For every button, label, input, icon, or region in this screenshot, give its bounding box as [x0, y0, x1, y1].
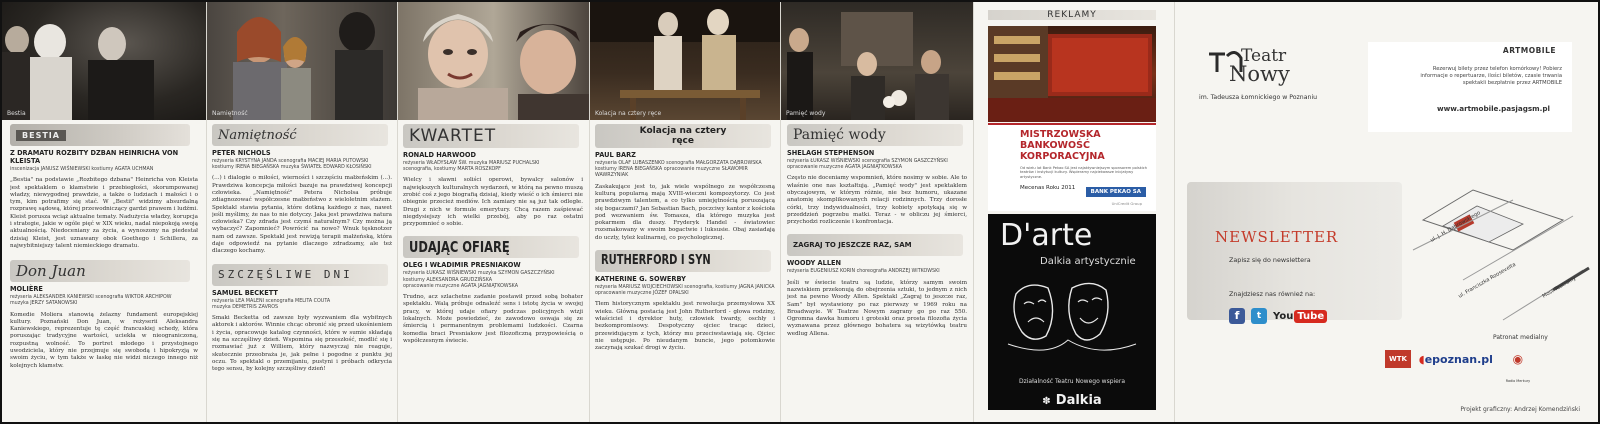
- show-bestia: [10, 124, 198, 250]
- photo-kolacja: [590, 2, 780, 120]
- show-rutherford: [595, 250, 775, 352]
- show-description: Smaki Becketta od zawsze były wyzwaniem dla wybitnych aktorek i aktorów. Winnie chcąc obronić się przed ukośnieniem i życia, opracowuje katalog czynności, które w sumie składają się na szczęśliwy dzień. Wspomina się przeszłość, modlić się i rozmawiać już z Williem, który nazwyczaj nie reaguje, skutecznie przeobraża je, jak pełne i pogodne z punktu jej oczu. To spektakl o przemijaniu, pustyni i próbach odkrycia tego sensu, by kolejny szczęśliwy dzień!: [212, 315, 392, 373]
- show-credits: reżyseria EUGENIUSZ KORIN choreografia ANDRZEJ WITKOWSKI: [787, 269, 940, 275]
- street-label-most: Most Teatralny: [1541, 275, 1578, 300]
- photo-caption: Bestia: [7, 110, 26, 117]
- show-title: RUTHERFORD I SYN: [601, 253, 711, 269]
- photo-caption: Namiętność: [212, 110, 248, 117]
- program-sheet: [2, 2, 1598, 422]
- actors-illustration: [2, 2, 206, 120]
- photo-bestia: [2, 2, 206, 120]
- show-title: SZCZĘŚLIWE DNI: [218, 268, 353, 282]
- mecenas-award: Mecenas Roku 2011: [1020, 185, 1076, 191]
- ads-heading: REKLAMY: [988, 10, 1156, 20]
- show-description: Tłem historycznym spektaklu jest rewolucja przemysłowa XX wieku. Główną postacią jest John Rutherford - głowa rodziny, właściciel i dyrektor huty, człowiek twardy, oschły i bezkompromisowy. Despotyczny ojciec tracąc dzieci, przewidującym z tych, którzy mu przeciwstawiają się. Ojciec nie ustępuje. Po nieudanym buncie, jego potomkowie zaczynają szukać drogi w życiu.: [595, 301, 775, 352]
- street-label-dabrowskiego: ul. J. H. Dąbrowskiego: [1429, 210, 1482, 244]
- bank-ad: [988, 123, 1156, 211]
- photo-caption: Kolacja na cztery ręce: [595, 110, 662, 117]
- show-kwartet: [403, 124, 583, 228]
- show-author: Z DRAMATU ROZBITY DZBAN HEINRICHA VON KLEISTA: [10, 149, 179, 165]
- show-description: Zaskakujące jest to, jak wiele wspólnego ze współczesną kulturą popularną mają XVIII-wieczni kompozytorzy. Co jest prawdziwym talentem, a co tylko umiejętnością poruszającą się bogaczami? Jan Sebastian Bach, poczciwy kantor z kościoła pod wezwaniem św. Tomasza, dla którego muzyka jest pokarmem dla duszy. Fryderyk Handel - światowiec rozsmakowany w swoim bogactwie i luksusie. Obaj zasiadają do uczty, tyleż kulinarnej, co psychologicznej.: [595, 183, 775, 241]
- column-kolacja-rutherford: [595, 124, 775, 418]
- show-author: PETER NICHOLS: [212, 149, 271, 157]
- show-title-banner: [403, 236, 579, 258]
- show-don-juan: [10, 260, 198, 370]
- show-kolacja: [595, 124, 775, 242]
- bank-ad-heading: MISTRZOWSKA BANKOWOŚĆ KORPORACYJNA: [1020, 129, 1105, 162]
- column-pamiec-zagraj: [787, 124, 967, 418]
- show-title-banner: [787, 124, 963, 146]
- show-title: UDAJĄC OFIARĘ: [409, 238, 510, 257]
- show-author: RONALD HARWOOD: [403, 151, 476, 159]
- bank-ad-text: Od wielu lat Bank Pekao SA jest najaktywniejszym sponsorem polskich teatrów i instytucji kultury. Wspieramy najciekawsze inicjatywy artystyczne.: [1020, 166, 1148, 179]
- show-title-banner: [595, 124, 771, 148]
- street-label-roosevelta: ul. Franciszka Roosevelta: [1457, 261, 1517, 300]
- dalkia-support-text: Działalność Teatru Nowego wspiera: [1019, 378, 1125, 385]
- youtube-icon-tube: Tube: [1294, 310, 1327, 323]
- theatre-patron: im. Tadeusza Łomnickiego w Poznaniu: [1199, 94, 1318, 101]
- column-bestia-donjuan: [10, 124, 198, 418]
- radio-merkury-text: Radio Merkury: [1505, 379, 1531, 383]
- media-logos: [1385, 348, 1535, 383]
- show-author: MOLIÈRE: [10, 285, 43, 294]
- darte-title: D'arte: [1000, 218, 1093, 253]
- epoznan-logo-text: epoznan.pl: [1424, 352, 1493, 366]
- dalkia-ad: [988, 214, 1156, 410]
- dalkia-logo: [988, 389, 1156, 408]
- radio-merkury-icon: ◉: [1512, 352, 1524, 366]
- show-credits: reżyseria WŁADYSŁAW ŚW. muzyka MARIUSZ PUCHALSKI scenografia, kostiumy MARTA ROSZKOPF: [403, 161, 540, 173]
- newsletter-title[interactable]: NEWSLETTER: [1215, 228, 1339, 246]
- photo-caption: Pamięć wody: [786, 110, 826, 117]
- show-author: SHELAGH STEPHENSON: [787, 149, 875, 157]
- show-credits: reżyseria KRYSTYNA JANDA scenografia MACIEJ MARIA PUTOWSKI kostiumy IRENA BIEGAŃSKA muzyka ŚWIATEŁ EDWARD KŁOSIŃSKI: [212, 159, 372, 171]
- masks-icon: [988, 274, 1156, 364]
- bank-name-badge: BANK PEKAO SA: [1086, 187, 1146, 197]
- show-title: KWARTET: [409, 126, 497, 146]
- twitter-icon[interactable]: t: [1251, 308, 1267, 324]
- darte-subtitle: Dalkia artystycznie: [1040, 256, 1136, 267]
- actors-illustration: [590, 2, 780, 120]
- artmobile-title: ARTMOBILE: [1502, 46, 1556, 55]
- show-title: Namiętność: [218, 127, 297, 143]
- artmobile-link[interactable]: www.artmobile.pasjagsm.pl: [1437, 104, 1550, 113]
- back-cover: [1175, 2, 1598, 422]
- show-credits: reżyseria OLAF LUBASZENKO scenografia MAŁGORZATA DĄBROWSKA kostiumy IRENA BIEGAŃSKA opracowanie muzyczne SŁAWOMIR WAWRZYNIAK: [595, 161, 762, 179]
- show-credits: reżyseria MARIUSZ WOJCIECHOWSKI scenografia, kostiumy JAGNA JANICKA opracowanie muzyczne JÓZEF OPALSKI: [595, 284, 775, 297]
- graphic-design-credit: Projekt graficzny: Andrzej Komendziński: [1460, 406, 1580, 413]
- show-credits: reżyseria ALEKSANDER KANIEWSKI scenografia WIKTOR ARCHIPOW muzyka JERZY SATANOWSKI: [10, 295, 172, 307]
- show-credits: reżyseria ŁUKASZ WIŚNIEWSKI scenografia SZYMON GASZCZYŃSKI opracowanie muzyczne AGATA JAGNIĄTKOWSKA: [787, 159, 948, 171]
- social-heading: Znajdziesz nas również na:: [1229, 290, 1316, 298]
- show-credits: reżyseria LEA MALENI scenografia MELITA COUTA muzyka DEMETRIS ZAVROS: [212, 298, 331, 310]
- ads-column: [974, 2, 1173, 422]
- show-credits: inscenizacja JANUSZ WIŚNIEWSKI kostiumy AGATA UCHMAN: [10, 167, 154, 172]
- show-author: SAMUEL BECKETT: [212, 288, 278, 297]
- theatre-name-line1: Teatr: [1241, 46, 1287, 66]
- epoznan-logo: [1419, 353, 1493, 366]
- newsletter-brush-panel: [1187, 182, 1402, 320]
- column-kwartet-udajac: [403, 124, 583, 418]
- show-description: Często nie doceniamy wspomnień, które nosimy w sobie. Ale to właśnie one nas kształtują. „Pamięć wody" jest spektaklem obyczajowym, w którym różnie, nie bez humoru, ukazane anatomię skomplikowanych relacji rodzinnych. Trzy dorosłe córki, trzy indywidualności, trzy kobiety spotykają się w przeddzień pogrzebu matki. Teraz - w obliczu jej śmierci, przychodzi rozliczenie i konfrontacja.: [787, 175, 967, 226]
- actors-illustration: [398, 2, 589, 120]
- show-title-banner: [212, 124, 388, 146]
- show-title: Don Juan: [16, 262, 86, 281]
- fold-line: [780, 2, 781, 422]
- show-title-banner: [403, 124, 579, 148]
- dalkia-logo-text: Dalkia: [1055, 393, 1102, 408]
- social-icons: [1229, 308, 1327, 324]
- fold-line: [397, 2, 398, 422]
- show-title: Pamięć wody: [793, 127, 886, 143]
- show-pamiec-wody: [787, 124, 967, 226]
- show-title-banner: [10, 260, 190, 282]
- radio-merkury-logo: [1501, 348, 1535, 383]
- show-title: BESTIA: [16, 130, 66, 141]
- youtube-icon[interactable]: You Tube: [1273, 311, 1327, 322]
- show-title-banner: [595, 250, 771, 272]
- show-description: Wielcy i sławni soliści operowi, bywalcy salonów i największych kulturalnych wydarzeń, w którą na pewno muszą zrobić coś z jego biografią dzisiaj, kiedy wieść o ich śmierci nie obiegnie przecież mediów. Ich zamiary nie są już tak odległe. Drugi z nich w formule emerytury. Chcą razem zaśpiewać niegdysiejszy ich wielki przebój, aby po raz ostatni przypomnieć o sobie.: [403, 177, 583, 228]
- dalkia-logo-icon: ✽: [1042, 396, 1051, 407]
- newsletter-signup-link[interactable]: Zapisz się do newslettera: [1229, 256, 1311, 264]
- column-namietnosc-szczesliwe: [212, 124, 392, 418]
- show-namietnosc: [212, 124, 392, 256]
- show-description: Komedie Moliera stanowią żelazny fundament europejskiej kultury. Poznański Don Juan, w reżyserii Aleksandra Kaniewskiego, reprezentuje tę część francuskiej schedy, która poruszając tradycyjne wartości, uciekła w nieograniczoną, rozpustną wolność. To portret młodego i przystojnego uwodziciela, który nie przejmuje się swobodą i hipokryzją w swoim życiu, w tym także w łaskę nie widzi niczego innego niż kolejnych kłamstw.: [10, 311, 198, 369]
- show-zagraj: [787, 234, 967, 338]
- show-udajac-ofiare: [403, 236, 583, 345]
- show-author: PAUL BARZ: [595, 151, 636, 159]
- fold-line: [589, 2, 590, 422]
- show-credits: reżyseria ŁUKASZ WIŚNIEWSKI muzyka SZYMON GASZCZYŃSKI kostiumy ALEKSANDRA GRUDZIŃSKA opracowanie muzyczne AGATA JAGNIĄTKOWSKA: [403, 271, 555, 289]
- show-title-banner: [787, 234, 963, 256]
- location-map: [1403, 180, 1593, 330]
- show-description: „Bestia" na podstawie „Rozbitego dzbana" Heinricha von Kleista jest spektaklem o kłamstwie i przebiegłości, skorumpowanej władzy, niewygodnej prawdzie, a także o ludziach i małości i o tym, kim potrafimy się stać. W „Bestii" widzimy absurdalną rozprawę sądową, której przewodniczący gardzi prawem i ludźmi. Kleist poruszа wciąż aktualne tematy. Nadużycia władzy, korupcja i strategie, jakie w ogóle pięć w XIX wieku, nadal niepokoją swoją aktualnością. Niedoceniany za życia, a wynoszony na piedestał dzisiaj Kleist, jest uznawany obok Goethego i Schillera, za najwybitniejszy talent niemieckiego dramatu.: [10, 177, 198, 249]
- show-description: Jeśli w świecie teatru są ludzie, którzy samym swoim nazwiskiem przekonują do obejrzenia sztuki, to jednym z nich jest na pewno Woody Allen. Spektakl „Zagraj to jeszcze raz, Sam" był wystawiony po raz pierwszy w 1969 roku na Broadwayie. W Teatrze Nowym zagrany go po raz 550. Ogromna dawka humoru i groteski oraz prosta filozofia życia wyznawana przez głównego bohatera są wizytówką teatru wedlug Allena.: [787, 279, 967, 337]
- artmobile-text: Rezerwuj bilety przez telefon komórkowy! Pobierz informacje o repertuarze, ilości biletów, czasie trwania spektakli bezpłatnie przez ARTMOBILE: [1420, 66, 1562, 87]
- media-patron-heading: Patronat medialny: [1493, 334, 1548, 341]
- epoznan-logo-icon: ◖: [1418, 352, 1425, 366]
- theatre-hall-photo: [988, 26, 1156, 122]
- street-map: [1403, 180, 1593, 330]
- wtk-logo: WTK: [1385, 350, 1411, 368]
- show-title: ZAGRAJ TO JESZCZE RAZ, SAM: [793, 241, 912, 250]
- actors-illustration: [207, 2, 397, 120]
- show-author: OLEG I WŁADIMIR PRESNIAKOW: [403, 261, 521, 270]
- photo-kwartet: [398, 2, 589, 120]
- theatre-hall-illustration: [988, 26, 1156, 122]
- actors-illustration: [781, 2, 973, 120]
- facebook-icon[interactable]: f: [1229, 308, 1245, 324]
- show-author: KATHERINE G. SOWERBY: [595, 274, 686, 283]
- theatre-name-line2: Nowy: [1229, 62, 1290, 86]
- show-author: WOODY ALLEN: [787, 259, 842, 268]
- show-szczesliwe-dni: [212, 264, 392, 374]
- photo-namietnosc: [207, 2, 397, 120]
- show-title-banner: [212, 264, 388, 286]
- show-description: Trudno, acz szlachetne zadanie postawił przed sobą bohater spektaklu. Walą próbuje odnaleźć sens i istotę życia w swojej pracy, w której udaje ofiary podczas policyjnych wizji lokalnych. Może powiedzieć, że zawodowo oswaja się ze śmiercią i permanentnym problemami ludzkości. Czarna komedia braci Presniakow jest filozoficzną przypowieścią o współczesnym świecie.: [403, 294, 583, 344]
- show-description: (...) i dialogie o miłości, wierności i szczęściu małżeńskim (...). Prawdziwa koncepcja miłości bazuje na prawdziwej koncepcji człowieka. „Namiętność" Petera Nicholsa próbuje zdiagnozować współczesne małżeństwo z wieloletnim stażem. Spektakl stawia pytania, które dotkną każdego z nas, nawet jeśli myślimy, że nas to nie dotyczy. Jaka jest prawdziwa natura człowieka? Czy zdrada jest czymś naturalnym? Czy można ją wybaczyć? Zapomnieć? Powrócić na nowo? Wnuk tęsknotzer nam od zawsze. Spektakl jest rewizją terapii małżeńską, która daje odpowiedź na pytanie dlaczego zdradzamy, ale też dlaczego kochamy.: [212, 175, 392, 255]
- unicredit-label: UniCredit Group: [1111, 201, 1142, 206]
- photo-pamiec-wody: [781, 2, 973, 120]
- fold-line: [206, 2, 207, 422]
- show-title-banner: [10, 124, 190, 146]
- show-title: Kolacja na cztery ręce: [639, 126, 727, 146]
- artmobile-box: [1368, 42, 1572, 132]
